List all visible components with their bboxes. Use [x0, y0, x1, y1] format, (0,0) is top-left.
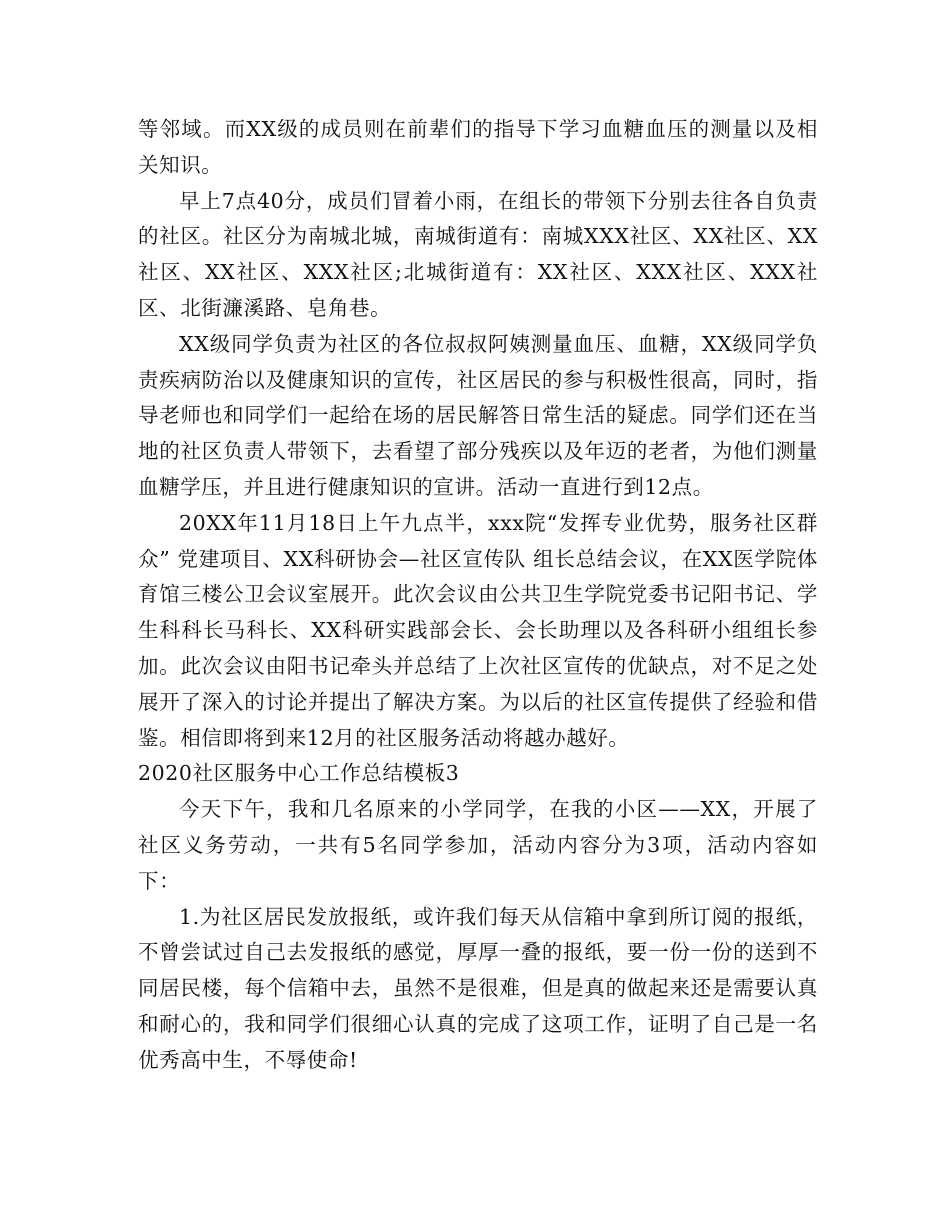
paragraph-morning-schedule: 早上7点40分，成员们冒着小雨，在组长的带领下分别去往各自负责的社区。社区分为南城北城，南城街道有：南城XXX社区、XX社区、XX社区、XX社区、XXX社区;北城街道有：XX社区、XXX社区、XXX社区、北街濂溪路、皂角巷。: [138, 188, 818, 320]
paragraph-item-1: 1.为社区居民发放报纸，或许我们每天从信箱中拿到所订阅的报纸，不曾尝试过自己去发报纸的感觉，厚厚一叠的报纸，要一份一份的送到不同居民楼，每个信箱中去，虽然不是很难，但是真的做起来还是需要认真和耐心的，我和同学们很细心认真的完成了这项工作，证明了自己是一名优秀高中生，不辱使命!: [138, 904, 818, 1072]
paragraph-activity-details: XX级同学负责为社区的各位叔叔阿姨测量血压、血糖，XX级同学负责疾病防治以及健康知识的宣传，社区居民的参与积极性很高，同时，指导老师也和同学们一起给在场的居民解答日常生活的疑虑。同学们还在当地的社区负责人带领下，去看望了部分残疾以及年迈的老者，为他们测量血糖学压，并且进行健康知识的宣讲。活动一直进行到12点。: [138, 331, 818, 499]
paragraph-summary-meeting: 20XX年11月18日上午九点半，xxx院“发挥专业优势，服务社区群众” 党建项目、XX科研协会—社区宣传队 组长总结会议，在XX医学院体育馆三楼公卫会议室展开。此次会议由公共卫生学院党委书记阳书记、学生科科长马科长、XX科研实践部会长、会长助理以及各科研小组组长参加。此次会议由阳书记牵头并总结了上次社区宣传的优缺点，对不足之处展开了深入的讨论并提出了解决方案。为以后的社区宣传提供了经验和借鉴。相信即将到来12月的社区服务活动将越办越好。: [138, 510, 818, 750]
paragraph-continued: 等邻域。而XX级的成员则在前辈们的指导下学习血糖血压的测量以及相关知识。: [138, 117, 818, 177]
paragraph-volunteer-intro: 今天下午，我和几名原来的小学同学，在我的小区——XX，开展了社区义务劳动，一共有5名同学参加，活动内容分为3项，活动内容如下：: [138, 797, 818, 893]
section-heading: 2020社区服务中心工作总结模板3: [138, 761, 460, 786]
document-page: [138, 112, 818, 1079]
